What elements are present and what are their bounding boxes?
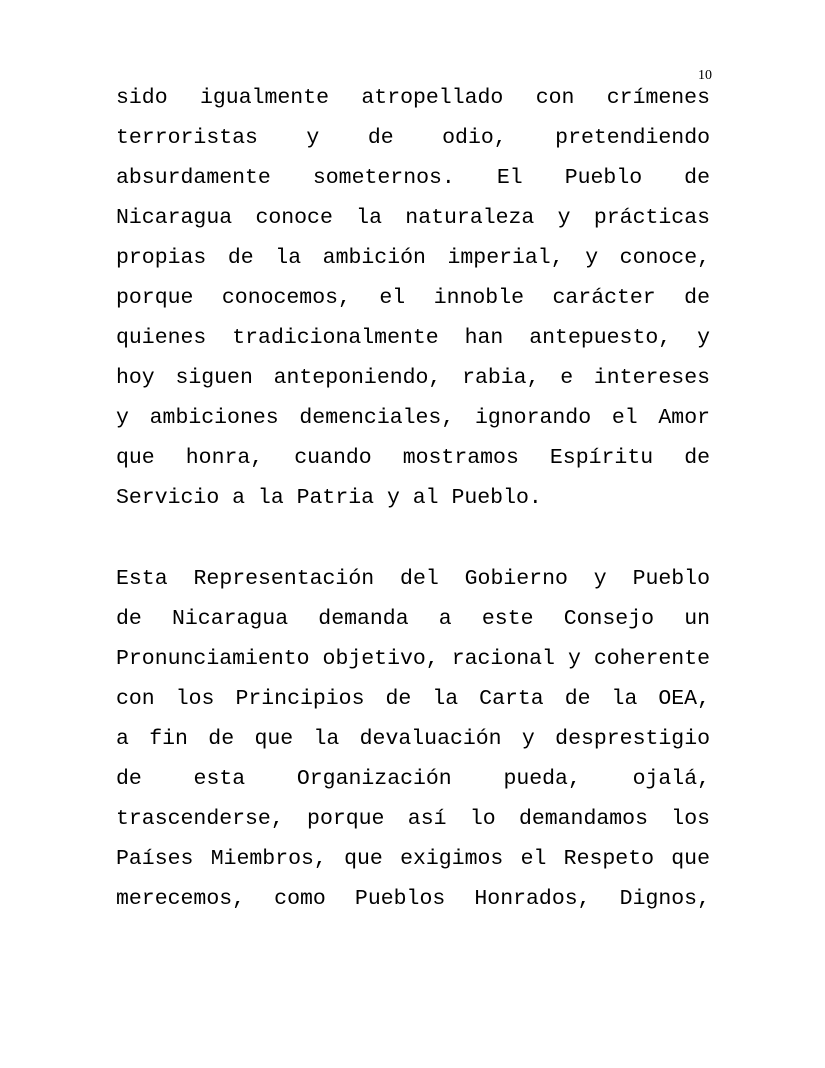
text-line: hoy siguen anteponiendo, rabia, e intereses bbox=[116, 366, 710, 391]
paragraph-1 bbox=[116, 78, 710, 519]
text-line: Esta Representación del Gobierno y Pueblo bbox=[116, 566, 710, 591]
text-line: Pronunciamiento objetivo, racional y coherente bbox=[116, 646, 710, 671]
text-line: merecemos, como Pueblos Honrados, Dignos, bbox=[116, 886, 710, 911]
text-line: de Nicaragua demanda a este Consejo un bbox=[116, 606, 710, 631]
text-line: y ambiciones demenciales, ignorando el Amor bbox=[116, 406, 710, 431]
text-line: sido igualmente atropellado con crímenes bbox=[116, 86, 710, 110]
text-line: Países Miembros, que exigimos el Respeto que bbox=[116, 846, 710, 871]
text-line: con los Principios de la Carta de la OEA, bbox=[116, 686, 710, 711]
text-line: de esta Organización pueda, ojalá, bbox=[116, 766, 710, 791]
document-body bbox=[116, 78, 710, 919]
text-line: que honra, cuando mostramos Espíritu de bbox=[116, 446, 710, 471]
text-line: Servicio a la Patria y al Pueblo. bbox=[116, 486, 542, 511]
paragraph-2 bbox=[116, 559, 710, 919]
text-line: trascenderse, porque así lo demandamos los bbox=[116, 806, 710, 831]
text-line: quienes tradicionalmente han antepuesto, y bbox=[116, 326, 710, 351]
text-line: terroristas y de odio, pretendiendo bbox=[116, 126, 710, 151]
text-line: absurdamente someternos. El Pueblo de bbox=[116, 166, 710, 191]
text-line: propias de la ambición imperial, y conoce, bbox=[116, 246, 710, 271]
paragraph-gap bbox=[116, 519, 710, 559]
text-line: Nicaragua conoce la naturaleza y prácticas bbox=[116, 206, 710, 231]
text-line: porque conocemos, el innoble carácter de bbox=[116, 286, 710, 311]
page-number: 10 bbox=[698, 68, 712, 83]
text-line: a fin de que la devaluación y desprestigio bbox=[116, 726, 710, 751]
